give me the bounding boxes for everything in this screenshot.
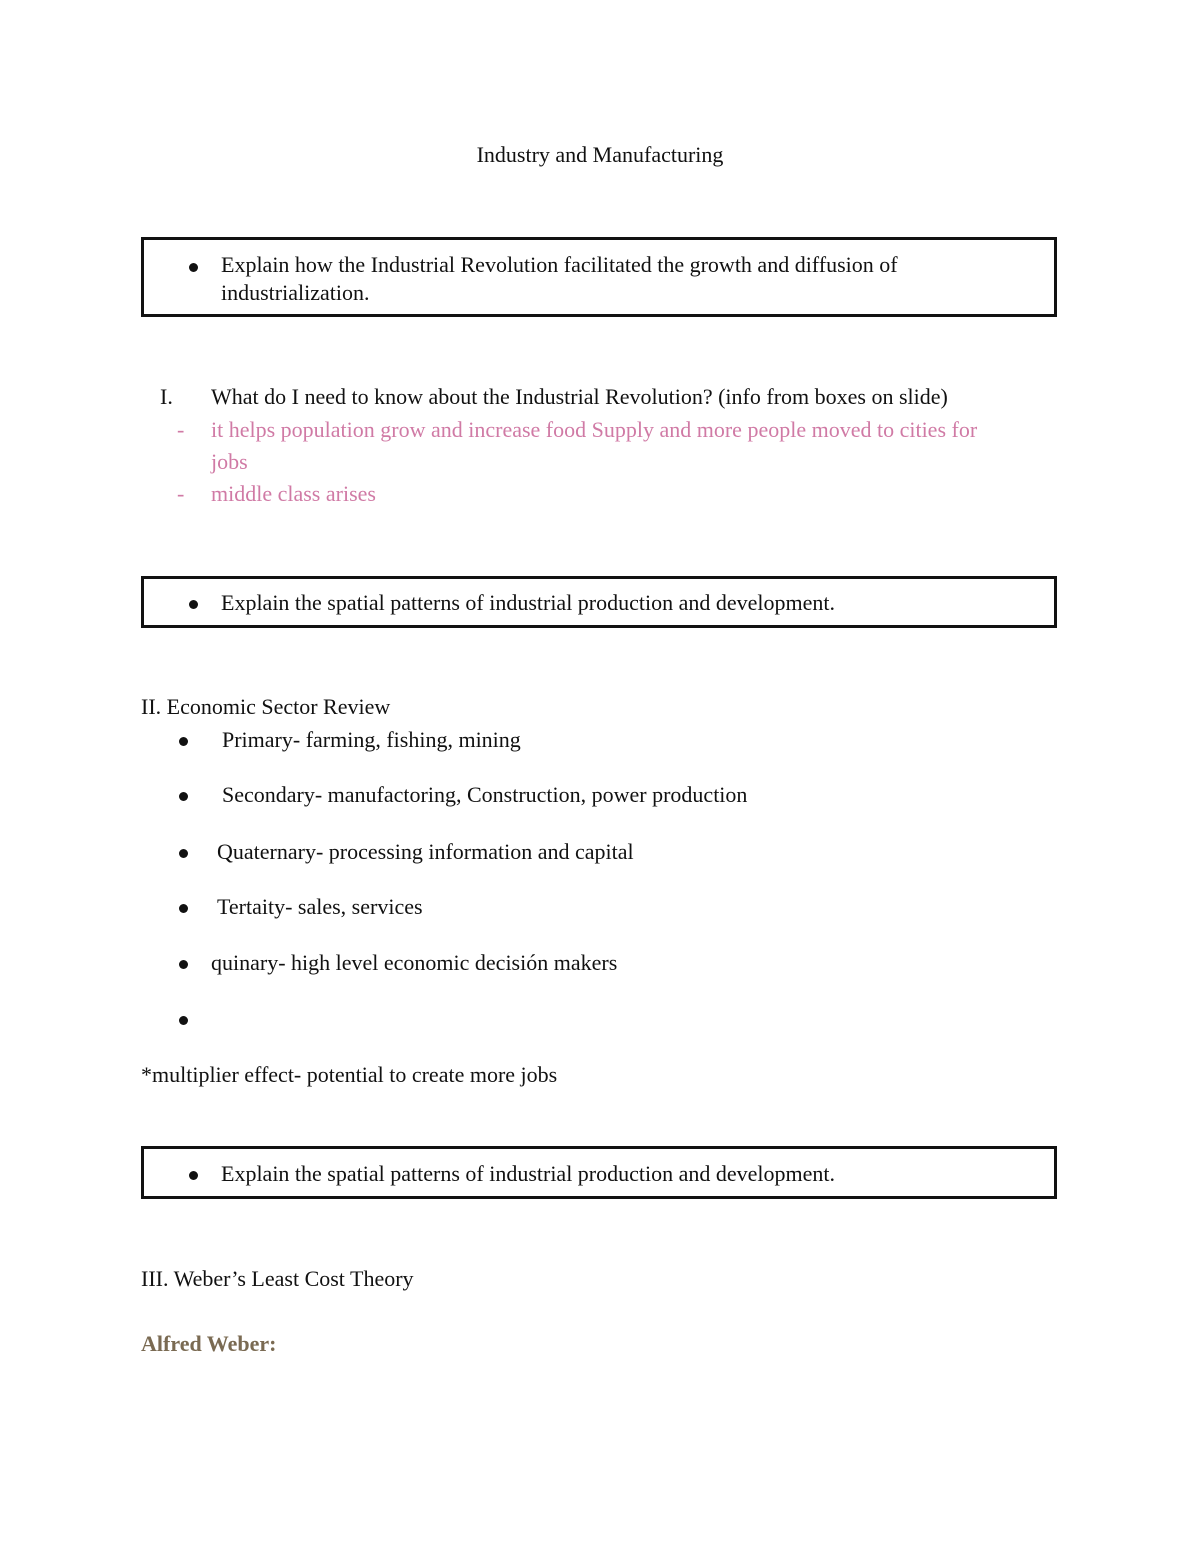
bullet-icon [189,1171,198,1180]
note-2-line-1: middle class arises [211,481,376,506]
note-dash-2: - [177,481,185,506]
objective-text-1: Explain how the Industrial Revolution facilitated the growth and diffusion of industrialization. [221,252,898,305]
objective-box-2 [141,576,1057,628]
sector-item-2: Secondary- manufactoring, Construction, power production [222,782,748,807]
bullet-icon [179,904,188,913]
sector-item-3: Quaternary- processing information and capital [217,839,634,864]
sector-item-5: quinary- high level economic decisión makers [211,950,618,975]
note-1-line-1: it helps population grow and increase food Supply and more people moved to cities for [211,417,978,442]
sector-item-4: Tertaity- sales, services [217,894,423,919]
bullet-icon [179,1016,188,1025]
bullet-icon [179,849,188,858]
objective-box-3 [141,1146,1057,1199]
note-1-line-2: jobs [211,449,248,474]
bullet-icon [179,960,188,969]
note-dash-1: - [177,417,185,442]
bullet-icon [179,737,188,746]
objective-box-1 [141,237,1057,317]
document-title: Industry and Manufacturing [476,142,724,167]
multiplier-footnote: *multiplier effect- potential to create more jobs [141,1062,558,1087]
bullet-icon [179,792,188,801]
bullet-icon [189,263,198,272]
bullet-icon [189,600,198,609]
alfred-weber-label: Alfred Weber: [141,1331,277,1356]
objective-text-3: Explain the spatial patterns of industrial production and development. [221,1161,836,1186]
sector-item-1: Primary- farming, fishing, mining [222,727,521,752]
section-1-numeral: I. [160,384,173,409]
section-3-heading: III. Weber’s Least Cost Theory [141,1266,414,1291]
section-2-heading: II. Economic Sector Review [141,694,391,719]
objective-text-2: Explain the spatial patterns of industrial production and development. [221,590,836,615]
section-1-heading: What do I need to know about the Industrial Revolution? (info from boxes on slide) [211,384,948,409]
